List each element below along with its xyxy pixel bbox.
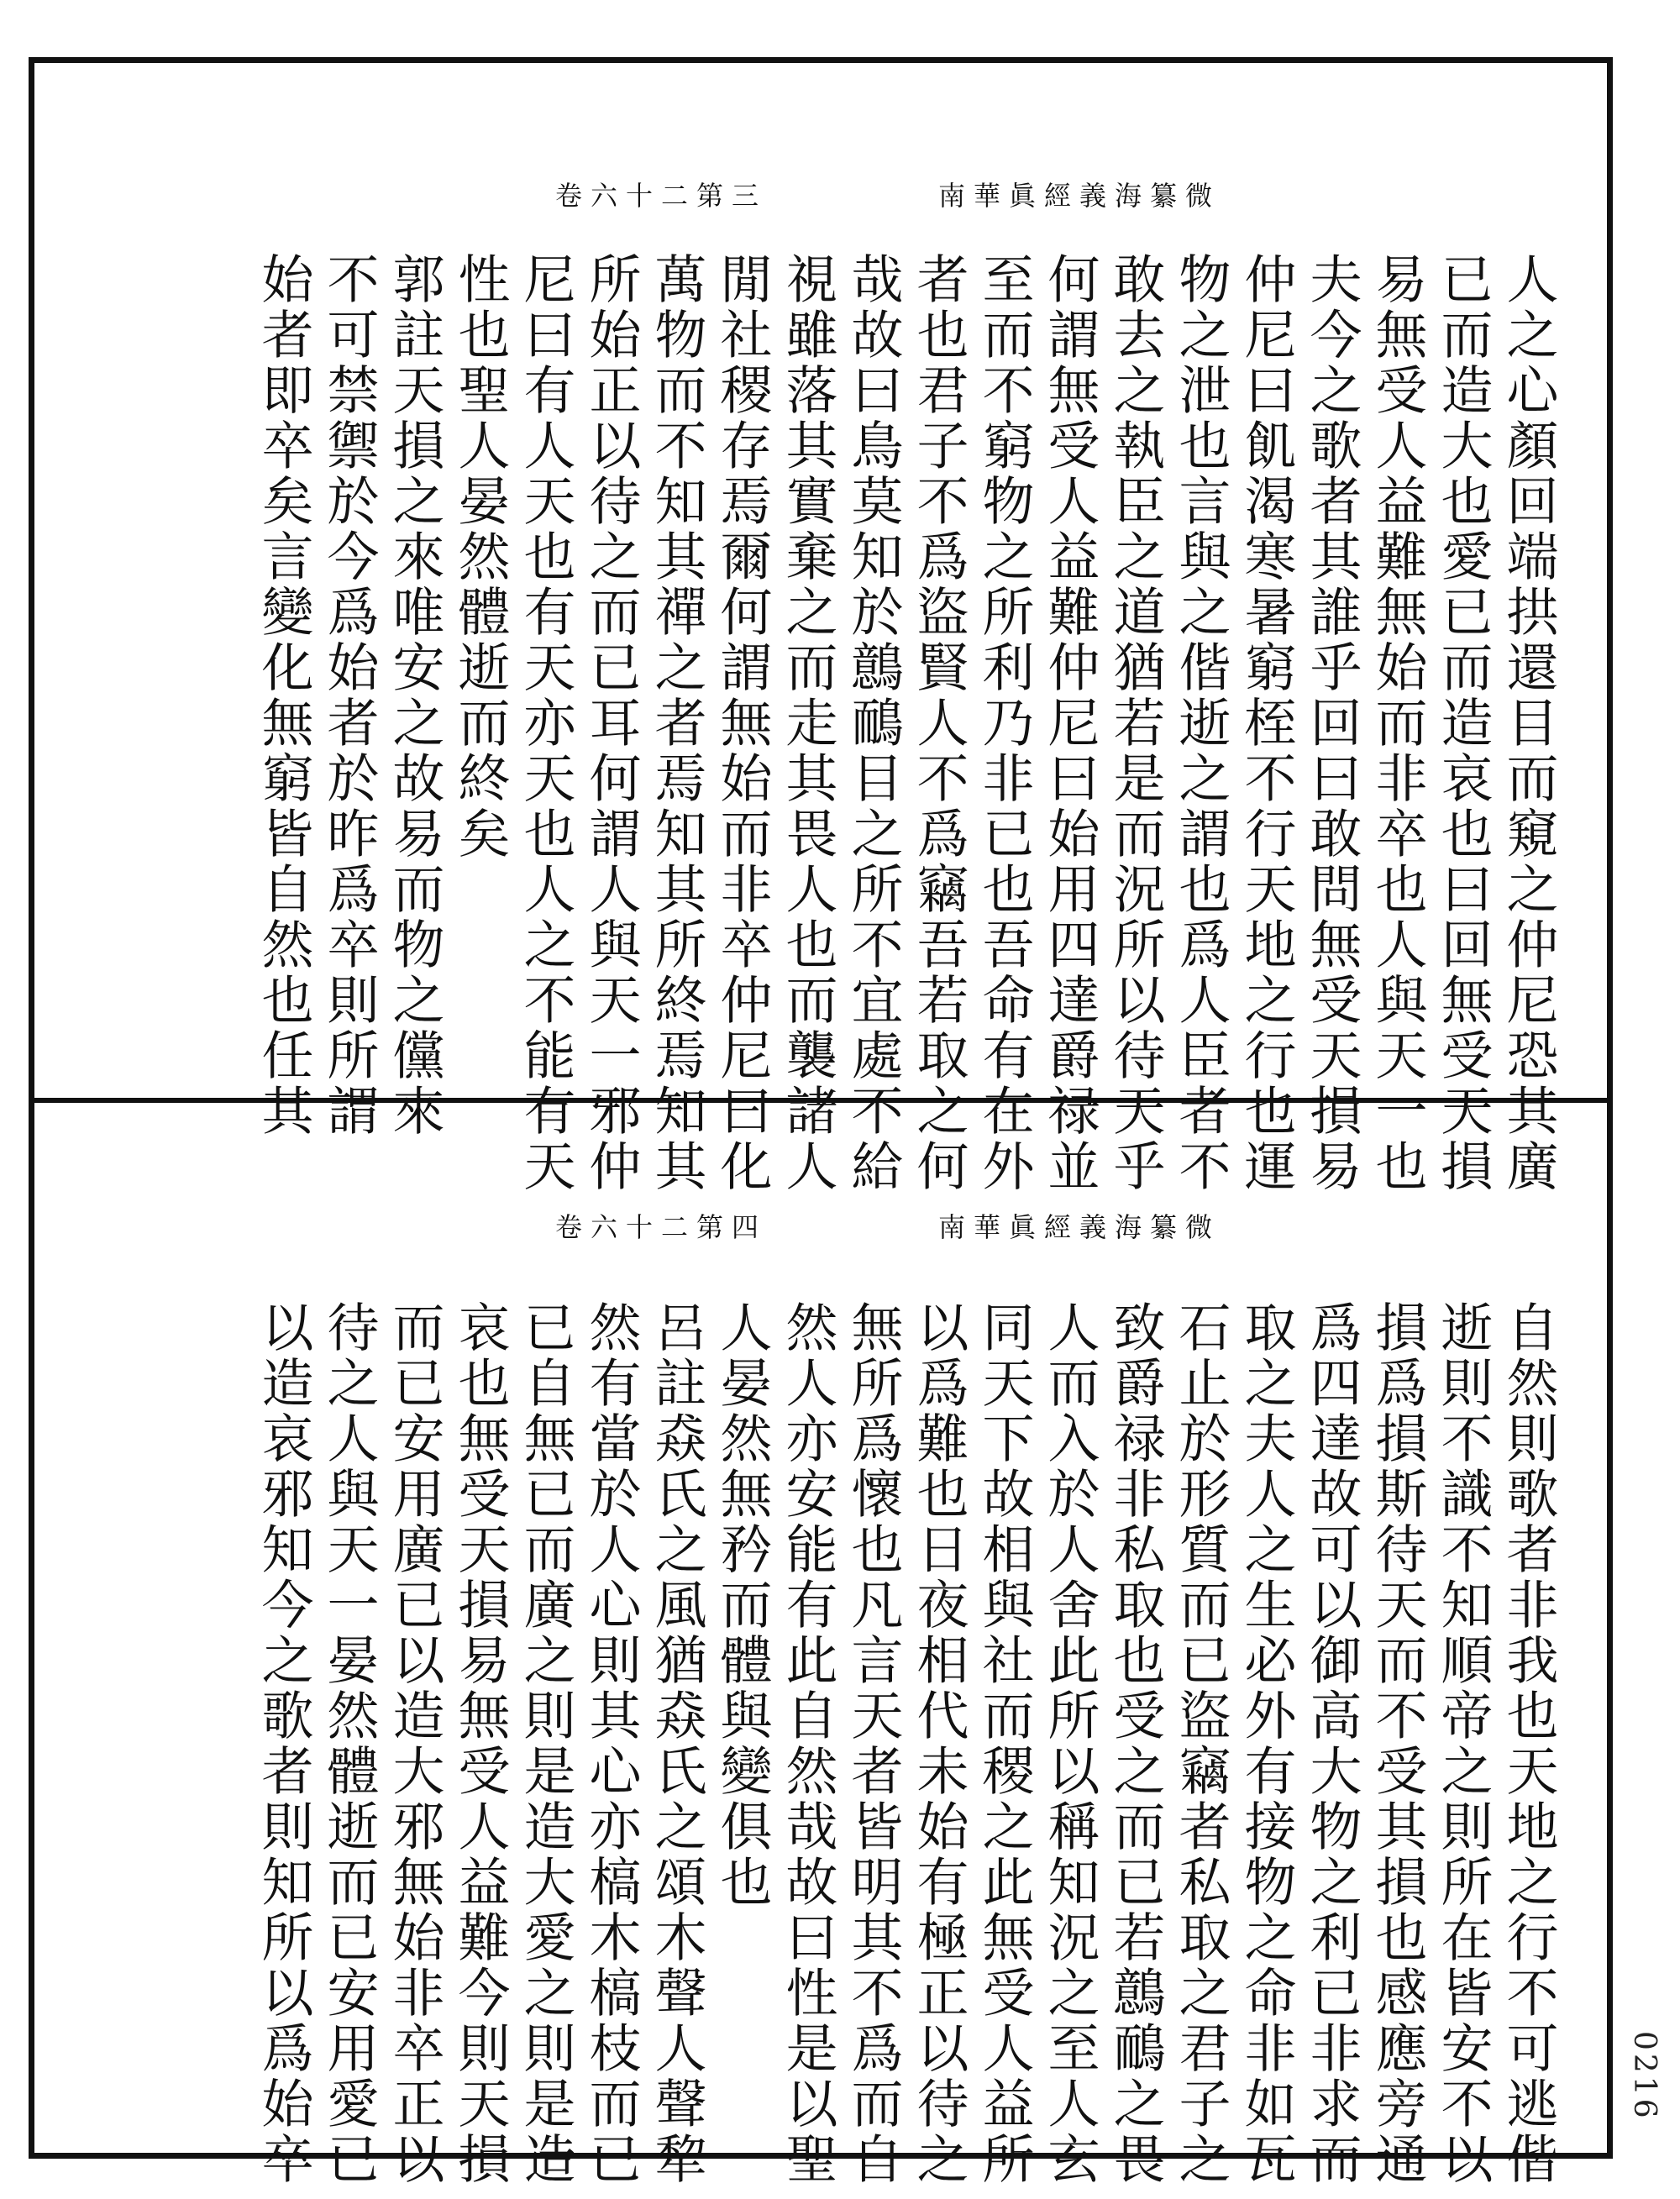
text-column: 哉故曰鳥莫知於鷾鴯目之所不宜處不給	[843, 252, 904, 1194]
text-column: 何謂無受人益難仲尼曰始用四達爵禄並	[1039, 252, 1100, 1194]
text-column: 易無受人益難無始而非卒也人與天一也	[1367, 252, 1428, 1194]
text-column: 爲四達故可以御高大物之利已非求而	[1301, 1300, 1362, 2187]
text-column: 物之泄也言與之偕逝之謂也爲人臣者不	[1170, 252, 1231, 1194]
text-column: 視雖落其實棄之而走其畏人也而襲諸人	[777, 252, 838, 1194]
top-page-header	[34, 179, 1607, 213]
text-column: 損爲損斯待天而不受其損也感應旁通	[1367, 1300, 1428, 2187]
text-column: 夫今之歌者其誰乎回曰敢問無受天損易	[1301, 252, 1362, 1194]
text-column: 不可禁禦於今爲始者於昨爲卒則所謂	[318, 252, 380, 1139]
text-column: 以造哀邪知今之歌者則知所以爲始卒	[253, 1300, 314, 2187]
top-page-text	[64, 252, 1561, 1194]
bottom-page	[34, 1103, 1607, 2187]
text-column: 無所爲懷也凡言天者皆明其不爲而自	[843, 1300, 904, 2187]
text-column: 人而入於人舍此所以稱知況之至人玄	[1039, 1300, 1100, 2187]
text-column: 待之人與天一晏然體逝而已安用愛已	[318, 1300, 380, 2187]
text-column: 人之心顏回端拱還目而窺之仲尼恐其廣	[1498, 252, 1559, 1194]
text-column: 閒社稷存焉爾何謂無始而非卒仲尼曰化	[711, 252, 773, 1194]
text-column: 然人亦安能有此自然哉故曰性是以聖	[777, 1300, 838, 2187]
text-column: 始者即卒矣言變化無窮皆自然也任其	[253, 252, 314, 1139]
text-column: 然有當於人心則其心亦槁木槁枝而已	[580, 1300, 642, 2187]
text-column: 尼曰有人天也有天亦天也人之不能有天	[515, 252, 576, 1194]
text-column: 呂註猋氏之風猶猋氏之頌木聲人聲犂	[646, 1300, 707, 2187]
text-column: 取之夫人之生必外有接物之命非如瓦	[1236, 1300, 1297, 2187]
bottom-page-header	[34, 1210, 1607, 1244]
text-column: 已自無已而廣之則是造大愛之則是造	[515, 1300, 576, 2187]
bottom-header-book-title: 南華眞經義海纂微	[937, 1211, 1221, 1243]
page-number: 0216	[1627, 2031, 1662, 2122]
text-column: 石止於形質而已盜竊者私取之君子之	[1170, 1300, 1231, 2187]
text-column: 所始正以待之而已耳何謂人與天一邪仲	[580, 252, 642, 1194]
top-header-chapter: 卷六十二第三	[554, 180, 767, 212]
text-column: 自然則歌者非我也天地之行不可逃偕	[1498, 1300, 1559, 2187]
text-column: 哀也無受天損易無受人益難今則天損	[449, 1300, 511, 2187]
text-column: 至而不窮物之所利乃非已也吾命有在外	[974, 252, 1035, 1194]
bottom-header-chapter: 卷六十二第四	[554, 1211, 767, 1243]
bottom-page-text	[64, 1300, 1561, 2187]
text-column: 以爲難也日夜相代未始有極正以待之	[908, 1300, 969, 2187]
text-column: 者也君子不爲盜賢人不爲竊吾若取之何	[908, 252, 969, 1194]
text-column: 郭註天損之來唯安之故易而物之儻來	[384, 252, 445, 1139]
text-column: 人晏然無矜而體與變俱也	[711, 1300, 773, 1910]
top-header-book-title: 南華眞經義海纂微	[937, 180, 1221, 212]
text-column: 而已安用廣已以造大邪無始非卒正以	[384, 1300, 445, 2187]
text-column: 敢去之執臣之道猶若是而況所以待天乎	[1105, 252, 1166, 1194]
text-column: 致爵禄非私取也受之而已若鷾鴯之畏	[1105, 1300, 1166, 2187]
text-column: 已而造大也愛已而造哀也曰回無受天損	[1432, 252, 1494, 1194]
text-column: 仲尼曰飢渴寒暑窮桎不行天地之行也運	[1236, 252, 1297, 1194]
text-column: 性也聖人晏然體逝而終矣	[449, 252, 511, 862]
top-page	[34, 63, 1607, 1194]
text-column: 逝則不識不知順帝之則所在皆安不以	[1432, 1300, 1494, 2187]
text-column: 萬物而不知其禪之者焉知其所終焉知其	[646, 252, 707, 1194]
text-column: 同天下故相與社而稷之此無受人益所	[974, 1300, 1035, 2187]
